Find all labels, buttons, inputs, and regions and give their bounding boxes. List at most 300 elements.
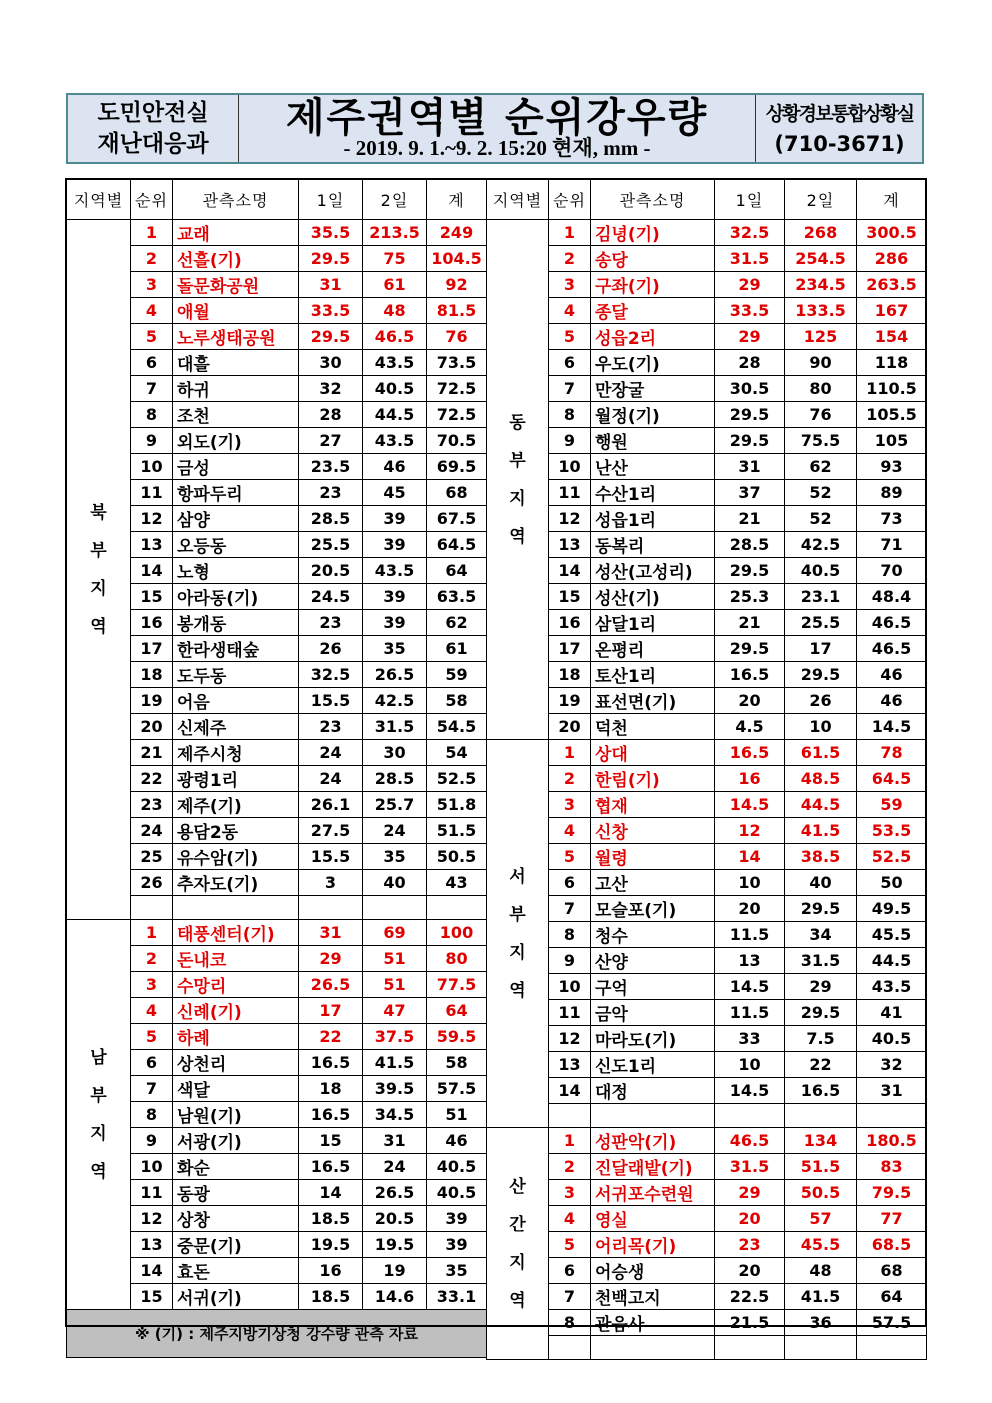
station-name: 청수 <box>591 922 715 948</box>
rank-cell: 10 <box>131 454 173 480</box>
day1-value: 20 <box>715 896 785 922</box>
day2-value: 29.5 <box>785 1000 857 1026</box>
rank-cell: 8 <box>131 1102 173 1128</box>
rank-cell: 5 <box>549 844 591 870</box>
station-name: 성판악(기) <box>591 1128 715 1154</box>
station-name: 유수암(기) <box>173 844 299 870</box>
rank-cell: 3 <box>549 792 591 818</box>
blank-cell <box>785 1104 857 1128</box>
total-value: 105 <box>857 428 927 454</box>
day2-value: 25.5 <box>785 610 857 636</box>
total-value: 40.5 <box>857 1026 927 1052</box>
total-value: 64.5 <box>857 766 927 792</box>
rank-cell: 2 <box>131 246 173 272</box>
total-value: 77 <box>857 1206 927 1232</box>
total-value: 100 <box>427 920 487 946</box>
day2-value: 41.5 <box>363 1050 427 1076</box>
rank-cell: 10 <box>549 454 591 480</box>
day2-value: 36 <box>785 1310 857 1336</box>
rank-cell: 17 <box>549 636 591 662</box>
day2-value: 69 <box>363 920 427 946</box>
total-value: 50 <box>857 870 927 896</box>
day1-value: 21 <box>715 506 785 532</box>
rank-cell: 15 <box>131 1284 173 1310</box>
rank-cell: 24 <box>131 818 173 844</box>
station-name: 토산1리 <box>591 662 715 688</box>
station-name: 용담2동 <box>173 818 299 844</box>
total-value: 68 <box>857 1258 927 1284</box>
day2-value: 16.5 <box>785 1078 857 1104</box>
station-name: 금악 <box>591 1000 715 1026</box>
column-header: 관측소명 <box>591 180 715 220</box>
region-label <box>67 220 131 920</box>
day2-value: 268 <box>785 220 857 246</box>
rank-cell: 11 <box>131 1180 173 1206</box>
station-name: 중문(기) <box>173 1232 299 1258</box>
table-row <box>487 662 927 688</box>
day1-value: 16 <box>715 766 785 792</box>
station-name: 성읍1리 <box>591 506 715 532</box>
day2-value: 45 <box>363 480 427 506</box>
day1-value: 46.5 <box>715 1128 785 1154</box>
rank-cell: 3 <box>131 272 173 298</box>
rank-cell: 7 <box>549 1284 591 1310</box>
day1-value: 17 <box>299 998 363 1024</box>
table-row <box>487 428 927 454</box>
day2-value: 26 <box>785 688 857 714</box>
day2-value: 76 <box>785 402 857 428</box>
rank-cell: 7 <box>131 376 173 402</box>
day2-value: 41.5 <box>785 818 857 844</box>
total-value: 300.5 <box>857 220 927 246</box>
rank-cell: 14 <box>549 558 591 584</box>
column-header: 2일 <box>363 180 427 220</box>
table-row <box>487 532 927 558</box>
blank-cell <box>785 1336 857 1360</box>
total-value: 64 <box>427 558 487 584</box>
station-name: 금성 <box>173 454 299 480</box>
day2-value: 47 <box>363 998 427 1024</box>
day2-value: 40 <box>785 870 857 896</box>
table-row <box>487 272 927 298</box>
table-row <box>487 376 927 402</box>
rainfall-table-left <box>66 179 487 1358</box>
total-value: 263.5 <box>857 272 927 298</box>
day2-value: 14.6 <box>363 1284 427 1310</box>
total-value: 68 <box>427 480 487 506</box>
total-value: 53.5 <box>857 818 927 844</box>
report-header <box>66 93 924 164</box>
rank-cell: 20 <box>549 714 591 740</box>
rank-cell: 7 <box>131 1076 173 1102</box>
table-row <box>487 818 927 844</box>
day1-value: 16.5 <box>715 662 785 688</box>
station-name: 신창 <box>591 818 715 844</box>
station-name: 노루생태공원 <box>173 324 299 350</box>
station-name: 상천리 <box>173 1050 299 1076</box>
day1-value: 15.5 <box>299 688 363 714</box>
day2-value: 80 <box>785 376 857 402</box>
table-row <box>487 558 927 584</box>
day2-value: 45.5 <box>785 1232 857 1258</box>
rank-cell: 4 <box>549 298 591 324</box>
day2-value: 40.5 <box>363 376 427 402</box>
day1-value: 10 <box>715 1052 785 1078</box>
table-row <box>487 1258 927 1284</box>
day1-value: 18.5 <box>299 1206 363 1232</box>
day2-value: 19 <box>363 1258 427 1284</box>
total-value: 80 <box>427 946 487 972</box>
table-row <box>67 920 487 946</box>
total-value: 46 <box>427 1128 487 1154</box>
station-name: 온평리 <box>591 636 715 662</box>
day2-value: 51.5 <box>785 1154 857 1180</box>
day2-value: 51 <box>363 972 427 998</box>
total-value: 52.5 <box>427 766 487 792</box>
total-value: 46 <box>857 662 927 688</box>
station-name: 교래 <box>173 220 299 246</box>
region-name: 산간지역 <box>509 1176 526 1311</box>
day1-value: 31.5 <box>715 246 785 272</box>
total-value: 40.5 <box>427 1154 487 1180</box>
day2-value: 26.5 <box>363 1180 427 1206</box>
station-name: 월정(기) <box>591 402 715 428</box>
rank-cell: 10 <box>549 974 591 1000</box>
column-header: 관측소명 <box>173 180 299 220</box>
rank-cell: 2 <box>549 766 591 792</box>
station-name: 상창 <box>173 1206 299 1232</box>
table-row <box>487 688 927 714</box>
table-row <box>487 844 927 870</box>
table-row <box>487 298 927 324</box>
table-row <box>487 1078 927 1104</box>
rank-cell: 9 <box>131 1128 173 1154</box>
station-name: 아라동(기) <box>173 584 299 610</box>
total-value: 14.5 <box>857 714 927 740</box>
day1-value: 23 <box>299 480 363 506</box>
table-row <box>487 1128 927 1154</box>
station-name: 노형 <box>173 558 299 584</box>
day2-value: 34.5 <box>363 1102 427 1128</box>
station-name: 신도1리 <box>591 1052 715 1078</box>
blank-cell <box>299 896 363 920</box>
day1-value: 21.5 <box>715 1310 785 1336</box>
blank-cell <box>591 1104 715 1128</box>
day1-value: 29 <box>715 324 785 350</box>
rank-cell: 21 <box>131 740 173 766</box>
station-name: 효돈 <box>173 1258 299 1284</box>
station-name: 성읍2리 <box>591 324 715 350</box>
rank-cell: 4 <box>549 1206 591 1232</box>
station-name: 어리목(기) <box>591 1232 715 1258</box>
station-name: 광령1리 <box>173 766 299 792</box>
day1-value: 24.5 <box>299 584 363 610</box>
rank-cell: 8 <box>549 1310 591 1336</box>
station-name: 행원 <box>591 428 715 454</box>
org-line2: 재난대응과 <box>97 130 209 157</box>
page-title: 제주권역별 순위강우량 <box>285 95 709 141</box>
day1-value: 20 <box>715 1206 785 1232</box>
total-value: 92 <box>427 272 487 298</box>
day2-value: 61.5 <box>785 740 857 766</box>
table-row <box>487 636 927 662</box>
day2-value: 134 <box>785 1128 857 1154</box>
day2-value: 125 <box>785 324 857 350</box>
rank-cell: 17 <box>131 636 173 662</box>
day2-value: 48 <box>363 298 427 324</box>
total-value: 73 <box>857 506 927 532</box>
blank-cell <box>173 896 299 920</box>
rank-cell: 1 <box>131 920 173 946</box>
station-name: 제주(기) <box>173 792 299 818</box>
column-header: 계 <box>857 180 927 220</box>
day2-value: 38.5 <box>785 844 857 870</box>
total-value: 51 <box>427 1102 487 1128</box>
day2-value: 29 <box>785 974 857 1000</box>
day2-value: 43.5 <box>363 558 427 584</box>
day1-value: 14 <box>299 1180 363 1206</box>
rank-cell: 12 <box>549 506 591 532</box>
org-block <box>68 95 239 162</box>
phone-number: (710-3671) <box>774 131 905 156</box>
day2-value: 52 <box>785 506 857 532</box>
day1-value: 16.5 <box>299 1102 363 1128</box>
day1-value: 14.5 <box>715 974 785 1000</box>
station-name: 선흘(기) <box>173 246 299 272</box>
table-row <box>487 714 927 740</box>
day2-value: 40.5 <box>785 558 857 584</box>
station-name: 천백고지 <box>591 1284 715 1310</box>
total-value: 72.5 <box>427 376 487 402</box>
rank-cell: 26 <box>131 870 173 896</box>
day2-value: 35 <box>363 844 427 870</box>
day1-value: 26 <box>299 636 363 662</box>
rank-cell: 11 <box>549 480 591 506</box>
rank-cell: 11 <box>131 480 173 506</box>
total-value: 48.4 <box>857 584 927 610</box>
title-block <box>239 95 755 162</box>
day2-value: 30 <box>363 740 427 766</box>
day2-value: 52 <box>785 480 857 506</box>
day1-value: 31 <box>715 454 785 480</box>
contact-block <box>755 95 923 162</box>
day1-value: 19.5 <box>299 1232 363 1258</box>
rank-cell: 8 <box>549 402 591 428</box>
rank-cell: 10 <box>131 1154 173 1180</box>
day1-value: 13 <box>715 948 785 974</box>
table-row <box>487 1026 927 1052</box>
station-name: 도두동 <box>173 662 299 688</box>
day2-value: 39 <box>363 532 427 558</box>
total-value: 110.5 <box>857 376 927 402</box>
day2-value: 29.5 <box>785 896 857 922</box>
table-row <box>487 220 927 246</box>
station-name: 하귀 <box>173 376 299 402</box>
total-value: 54.5 <box>427 714 487 740</box>
rank-cell: 2 <box>549 1154 591 1180</box>
day2-value: 24 <box>363 1154 427 1180</box>
total-value: 39 <box>427 1206 487 1232</box>
total-value: 51.8 <box>427 792 487 818</box>
station-name: 대흘 <box>173 350 299 376</box>
total-value: 71 <box>857 532 927 558</box>
column-header: 1일 <box>299 180 363 220</box>
total-value: 50.5 <box>427 844 487 870</box>
day1-value: 3 <box>299 870 363 896</box>
total-value: 58 <box>427 688 487 714</box>
total-value: 39 <box>427 1232 487 1258</box>
station-name: 협재 <box>591 792 715 818</box>
station-name: 종달 <box>591 298 715 324</box>
day1-value: 15.5 <box>299 844 363 870</box>
rank-cell: 19 <box>549 688 591 714</box>
column-header: 2일 <box>785 180 857 220</box>
column-header: 지역별 <box>67 180 131 220</box>
day1-value: 16.5 <box>299 1050 363 1076</box>
station-name: 돈내코 <box>173 946 299 972</box>
rank-cell: 3 <box>549 272 591 298</box>
day2-value: 48.5 <box>785 766 857 792</box>
rank-cell: 25 <box>131 844 173 870</box>
rank-cell: 2 <box>131 946 173 972</box>
table-row <box>487 480 927 506</box>
station-name: 표선면(기) <box>591 688 715 714</box>
day2-value: 39 <box>363 506 427 532</box>
day2-value: 133.5 <box>785 298 857 324</box>
station-name: 제주시청 <box>173 740 299 766</box>
day1-value: 29 <box>299 946 363 972</box>
day2-value: 75.5 <box>785 428 857 454</box>
station-name: 동복리 <box>591 532 715 558</box>
rank-cell: 11 <box>549 1000 591 1026</box>
day2-value: 50.5 <box>785 1180 857 1206</box>
org-line1: 도민안전실 <box>97 99 209 126</box>
day2-value: 20.5 <box>363 1206 427 1232</box>
blank-cell <box>549 1336 591 1360</box>
rank-cell: 6 <box>549 870 591 896</box>
day1-value: 31 <box>299 920 363 946</box>
blank-cell <box>591 1336 715 1360</box>
day1-value: 16.5 <box>715 740 785 766</box>
blank-row <box>487 1104 927 1128</box>
day2-value: 26.5 <box>363 662 427 688</box>
day1-value: 30 <box>299 350 363 376</box>
station-name: 구억 <box>591 974 715 1000</box>
rank-cell: 13 <box>131 532 173 558</box>
column-header: 지역별 <box>487 180 549 220</box>
station-name: 고산 <box>591 870 715 896</box>
station-name: 추자도(기) <box>173 870 299 896</box>
region-name: 남부지역 <box>90 1047 107 1182</box>
region-label <box>67 920 131 1310</box>
day1-value: 23 <box>299 610 363 636</box>
day2-value: 75 <box>363 246 427 272</box>
day1-value: 10 <box>715 870 785 896</box>
total-value: 69.5 <box>427 454 487 480</box>
total-value: 46.5 <box>857 610 927 636</box>
station-name: 삼양 <box>173 506 299 532</box>
station-name: 관음사 <box>591 1310 715 1336</box>
table-row <box>487 1310 927 1336</box>
station-name: 수산1리 <box>591 480 715 506</box>
station-name: 동광 <box>173 1180 299 1206</box>
total-value: 35 <box>427 1258 487 1284</box>
rainfall-table-right <box>486 179 927 1360</box>
rank-cell: 7 <box>549 376 591 402</box>
station-name: 만장굴 <box>591 376 715 402</box>
day2-value: 42.5 <box>363 688 427 714</box>
station-name: 남원(기) <box>173 1102 299 1128</box>
table-row <box>487 792 927 818</box>
rank-cell: 22 <box>131 766 173 792</box>
day1-value: 18.5 <box>299 1284 363 1310</box>
blank-row <box>487 1336 927 1360</box>
rank-cell: 4 <box>131 998 173 1024</box>
total-value: 93 <box>857 454 927 480</box>
rank-cell: 1 <box>549 740 591 766</box>
table-row <box>487 1232 927 1258</box>
rank-cell: 1 <box>549 220 591 246</box>
table-row <box>487 584 927 610</box>
blank-cell <box>857 1104 927 1128</box>
table-row <box>487 1154 927 1180</box>
day1-value: 26.1 <box>299 792 363 818</box>
day2-value: 19.5 <box>363 1232 427 1258</box>
day2-value: 39 <box>363 584 427 610</box>
rank-cell: 12 <box>131 506 173 532</box>
day2-value: 57 <box>785 1206 857 1232</box>
rank-cell: 16 <box>549 610 591 636</box>
total-value: 40.5 <box>427 1180 487 1206</box>
station-name: 산양 <box>591 948 715 974</box>
station-name: 봉개동 <box>173 610 299 636</box>
day2-value: 40 <box>363 870 427 896</box>
station-name: 신제주 <box>173 714 299 740</box>
total-value: 64.5 <box>427 532 487 558</box>
rank-cell: 15 <box>549 584 591 610</box>
station-name: 월령 <box>591 844 715 870</box>
rank-cell: 14 <box>131 1258 173 1284</box>
rank-cell: 3 <box>131 972 173 998</box>
rank-cell: 19 <box>131 688 173 714</box>
day1-value: 33 <box>715 1026 785 1052</box>
day2-value: 44.5 <box>785 792 857 818</box>
total-value: 64 <box>857 1284 927 1310</box>
day1-value: 28.5 <box>715 532 785 558</box>
day1-value: 25.3 <box>715 584 785 610</box>
station-name: 영실 <box>591 1206 715 1232</box>
rank-cell: 20 <box>131 714 173 740</box>
total-value: 79.5 <box>857 1180 927 1206</box>
table-row <box>487 870 927 896</box>
rank-cell: 5 <box>549 324 591 350</box>
rank-cell: 18 <box>131 662 173 688</box>
blank-cell <box>549 1104 591 1128</box>
total-value: 59.5 <box>427 1024 487 1050</box>
total-value: 41 <box>857 1000 927 1026</box>
rank-cell: 9 <box>131 428 173 454</box>
total-value: 73.5 <box>427 350 487 376</box>
station-name: 어승생 <box>591 1258 715 1284</box>
day1-value: 21 <box>715 610 785 636</box>
day1-value: 33.5 <box>715 298 785 324</box>
total-value: 63.5 <box>427 584 487 610</box>
station-name: 수망리 <box>173 972 299 998</box>
day1-value: 18 <box>299 1076 363 1102</box>
rank-cell: 6 <box>131 1050 173 1076</box>
day1-value: 23 <box>715 1232 785 1258</box>
table-row <box>67 220 487 246</box>
